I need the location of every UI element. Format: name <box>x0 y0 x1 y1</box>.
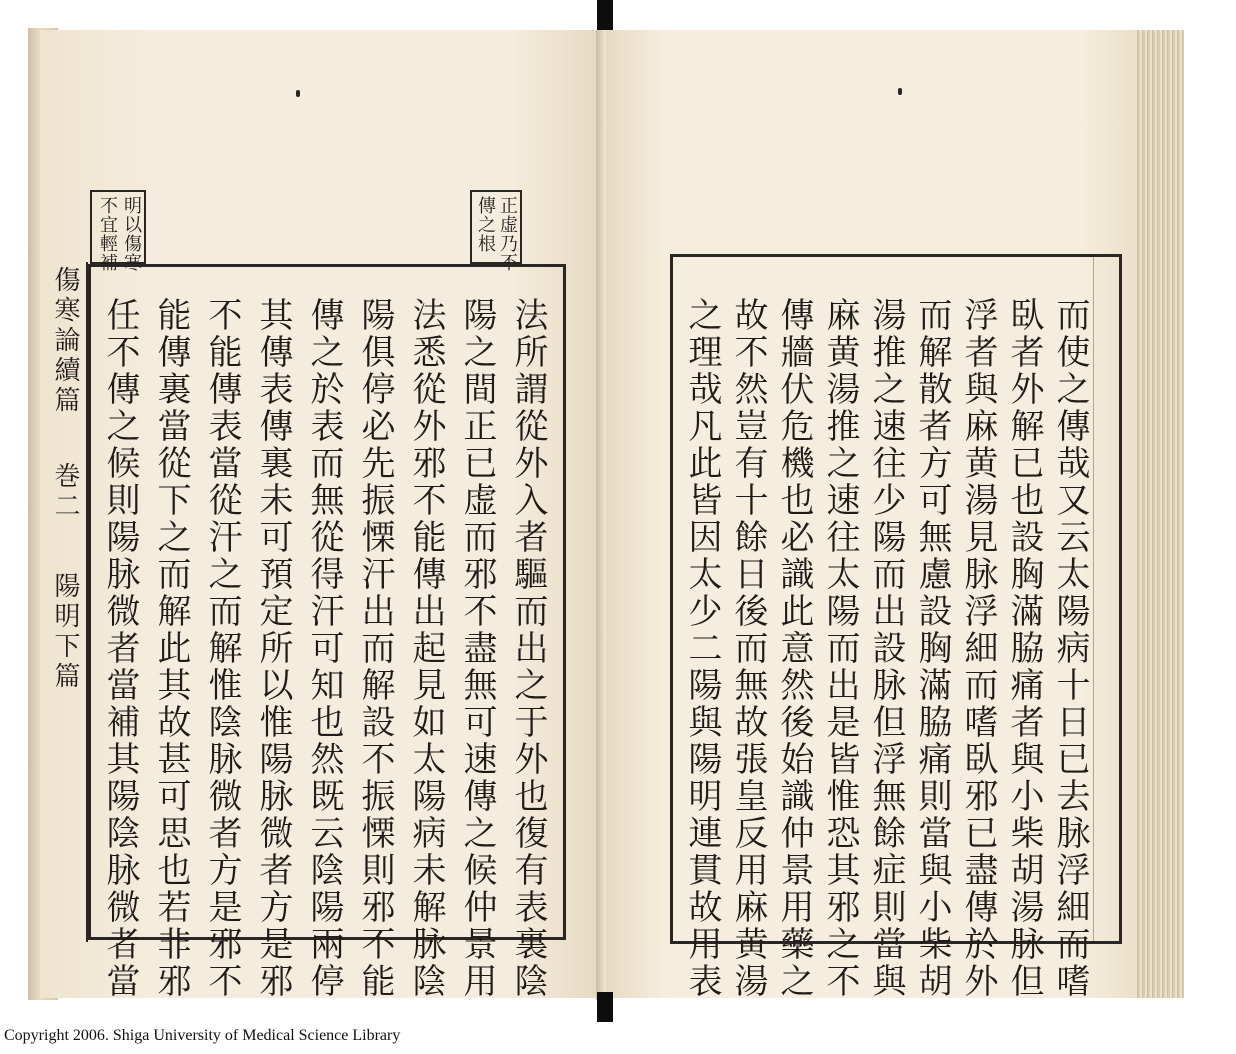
text-column: 傳之於表而無從得汗可知也然既云陰陽兩停 <box>304 297 344 1000</box>
text-column: 任不傳之候則陽脉微者當補其陽陰脉微者當 <box>100 297 140 1000</box>
header-note: 正虚乃不 <box>497 196 518 272</box>
spine-binding-top <box>597 0 613 30</box>
spine-binding-bottom <box>597 992 613 1022</box>
header-note-box-right <box>470 190 522 272</box>
text-column: 麻黄湯推之速往太陽而出是皆惟恐其邪之不 <box>820 297 860 1000</box>
text-column: 而解散者方可無慮設胸滿脇痛則當與小柴胡 <box>912 297 952 1000</box>
margin-section: 陽明下篇 <box>50 572 80 692</box>
text-column: 陽之間正已虚而邪不盡無可速傳之候仲景用 <box>457 297 497 1000</box>
left-text-frame <box>88 264 566 1000</box>
text-column: 法所謂從外入者驅而出之于外也復有表裏陰 <box>508 297 548 1000</box>
header-note: 不宜輕補 <box>97 196 118 272</box>
text-column: 臥者外解已也設胸滿脇痛者與小柴胡湯脉但 <box>1004 297 1044 1000</box>
text-column: 陽俱停必先振慄汗出而解設不振慄則邪不能 <box>355 297 395 1000</box>
text-column: 浮者與麻黄湯見脉浮細而嗜臥邪已盡傳於外 <box>958 297 998 1000</box>
margin-title: 傷寒論續篇 <box>50 266 80 416</box>
right-text-frame <box>670 254 1122 1000</box>
text-column: 法悉從外邪不能傳出起見如太陽病未解脉陰 <box>406 297 446 1000</box>
header-note: 明以傷寒 <box>121 196 142 272</box>
text-column: 傳牆伏危機也必識此意然後始識仲景用藥之 <box>774 297 814 1000</box>
text-column: 之理哉凡此皆因太少二陽與陽明連貫故用表 <box>682 297 722 1000</box>
text-column: 而使之傳哉又云太陽病十日已去脉浮細而嗜 <box>1050 297 1090 1000</box>
header-note-box-left <box>90 190 146 272</box>
text-column: 湯推之速往少陽而出設脉但浮無餘症則當與 <box>866 297 906 1000</box>
left-margin-title-block <box>44 262 88 942</box>
text-column: 能傳裏當從下之而解此其故甚可思也若非邪 <box>151 297 191 1000</box>
print-mark <box>296 90 300 97</box>
text-column: 故不然豈有十餘日後而無故張皇反用麻黄湯 <box>728 297 768 1000</box>
right-page-edges <box>1128 30 1184 998</box>
book-gutter <box>596 30 606 1000</box>
text-column: 不能傳表當從汗之而解惟陰脉微者方是邪不 <box>202 297 242 1000</box>
copyright-notice: Copyright 2006. Shiga University of Medical Science Library <box>4 1027 401 1044</box>
print-mark <box>898 88 902 95</box>
header-note: 傳之根 <box>475 196 496 253</box>
margin-volume: 巻二 <box>50 462 80 522</box>
text-column: 其傳表傳裏未可預定所以惟陽脉微者方是邪 <box>253 297 293 1000</box>
